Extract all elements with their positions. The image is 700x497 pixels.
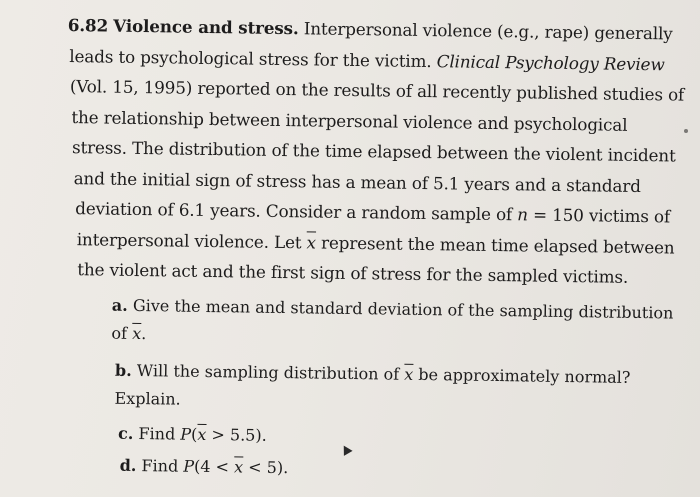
part-c bbox=[62, 418, 662, 455]
part-d bbox=[61, 451, 661, 488]
part-c-letter: c. bbox=[117, 423, 134, 443]
problem-number: 6.82 bbox=[67, 14, 109, 36]
journal-name: Clinical Psychology Review bbox=[436, 50, 665, 74]
xbar-symbol: $\overline{x}$ bbox=[306, 231, 317, 252]
part-c-paren: ( bbox=[190, 424, 198, 444]
part-c-find: Find bbox=[138, 423, 176, 444]
part-d-expression: < 5). bbox=[243, 457, 289, 478]
part-a-text: Give the mean and standard deviation of the sampling distribution bbox=[132, 295, 674, 322]
problem-text-6: and the initial sign of stress has a mean of 5.1 years and a standard bbox=[73, 167, 641, 196]
part-b-text: Will the sampling distribution of bbox=[136, 360, 400, 384]
part-b-explain: Explain. bbox=[114, 388, 181, 409]
sample-size-value: = 150 victims of bbox=[527, 204, 671, 227]
xbar-symbol: $\overline{x}$ bbox=[234, 457, 244, 477]
part-c-expression: > 5.5). bbox=[206, 424, 267, 445]
xbar-symbol: $\overline{x}$ bbox=[197, 424, 207, 444]
part-d-letter: d. bbox=[119, 455, 137, 475]
problem-parts bbox=[61, 290, 674, 487]
problem-text-8a: interpersonal violence. Let bbox=[76, 228, 302, 252]
part-b-text-2: be approximately normal? bbox=[418, 364, 631, 387]
problem-text-8b: represent the mean time elapsed between bbox=[320, 232, 675, 257]
probability-symbol: P bbox=[183, 456, 195, 476]
xbar-symbol: $\overline{x}$ bbox=[404, 364, 414, 384]
part-d-lower: (4 < bbox=[193, 456, 230, 477]
problem-text-4: the relationship between interpersonal violence and psychological bbox=[71, 106, 628, 135]
probability-symbol: P bbox=[180, 424, 192, 444]
xbar-symbol: $\overline{x}$ bbox=[132, 323, 142, 344]
problem-text-1: Interpersonal violence (e.g., rape) generally bbox=[303, 18, 673, 44]
problem-text-5: stress. The distribution of the time elapsed between the violent incident bbox=[71, 137, 676, 166]
sample-size-variable: n bbox=[517, 204, 529, 225]
part-d-find: Find bbox=[141, 456, 179, 476]
part-a-period: . bbox=[141, 324, 147, 344]
page-speck bbox=[684, 129, 688, 133]
part-a-letter: a. bbox=[111, 295, 128, 315]
part-b-letter: b. bbox=[114, 360, 132, 380]
problem-text-7: deviation of 6.1 years. Consider a random sample of bbox=[75, 198, 513, 225]
problem-text-2: leads to psychological stress for the victim. bbox=[69, 45, 432, 71]
problem-6-82 bbox=[61, 10, 685, 488]
problem-text-3: (Vol. 15, 1995) reported on the results of all recently published studies of bbox=[69, 76, 685, 105]
problem-text-9: the violent act and the first sign of stress for the sampled victims. bbox=[77, 259, 629, 287]
problem-title: Violence and stress. bbox=[113, 15, 299, 39]
part-a-text-2: of bbox=[111, 323, 128, 343]
